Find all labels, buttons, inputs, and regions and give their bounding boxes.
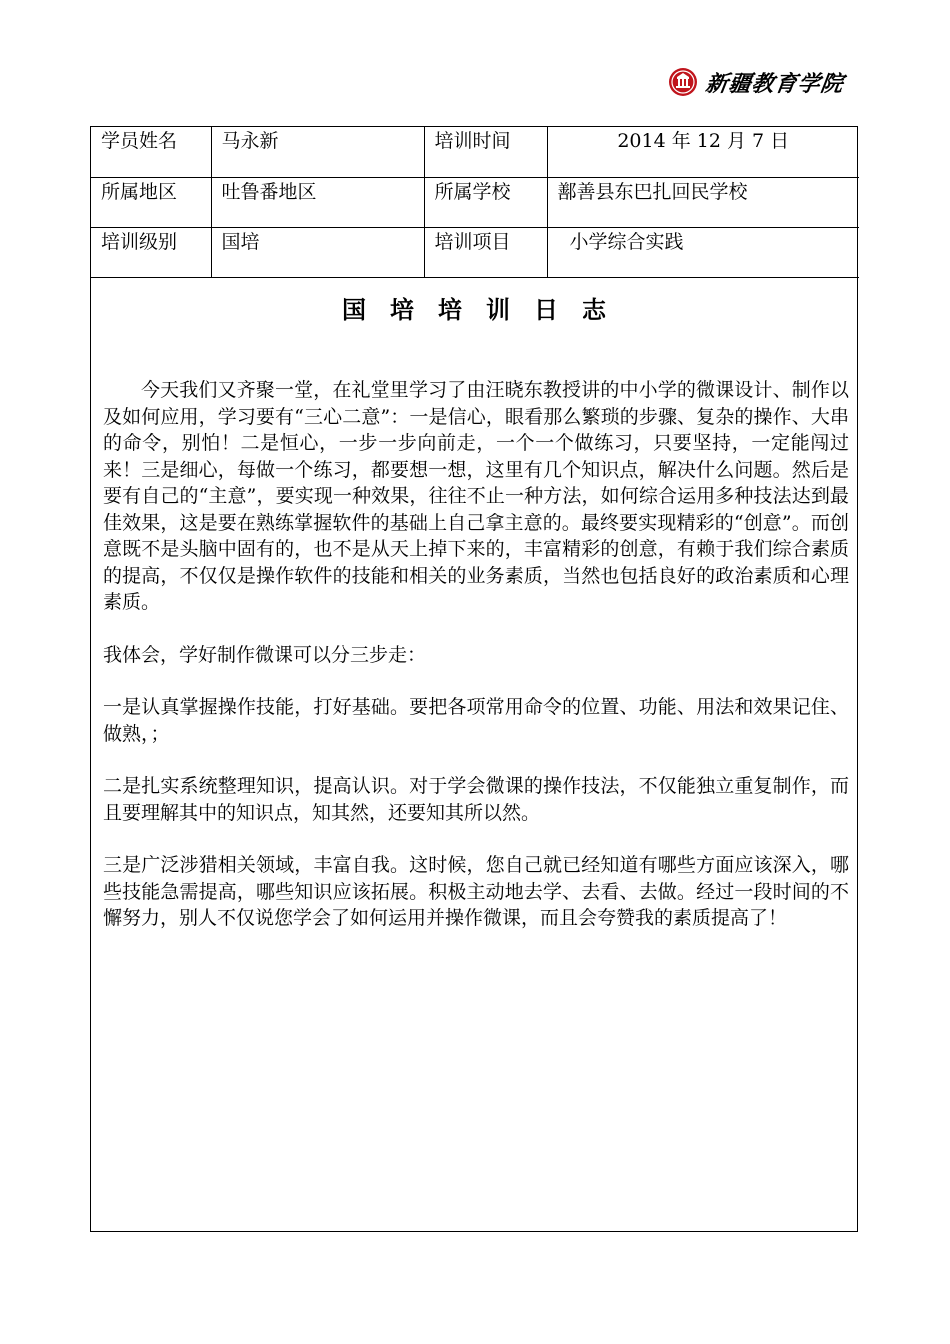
label-training-date: 培训时间	[424, 127, 547, 177]
title-char: 国	[342, 294, 366, 324]
value-training-level: 国培	[211, 227, 424, 277]
info-row-level-project	[91, 227, 859, 277]
value-training-project: 小学综合实践	[547, 227, 859, 277]
label-school: 所属学校	[424, 177, 547, 227]
title-char: 培	[390, 294, 414, 324]
log-paragraph: 我体会，学好制作微课可以分三步走：	[103, 643, 427, 666]
log-title	[91, 290, 857, 325]
value-school: 鄯善县东巴扎回民学校	[547, 177, 859, 227]
log-paragraph: 三是广泛涉猎相关领域，丰富自我。这时候，您自己就已经知道有哪些方面应该深入，哪些技能急需提高，哪些知识应该拓展。积极主动地去学、去看、去做。经过一段时间的不懈努力，别人不仅说您学会了如何运用并操作微课，而且会夸赞我的素质提高了！	[103, 854, 849, 929]
label-training-level: 培训级别	[91, 227, 211, 277]
trainee-info-table	[91, 127, 859, 278]
school-logo	[668, 66, 878, 98]
school-name-logo-text: 新疆教育学院	[703, 70, 846, 97]
log-paragraph: 一是认真掌握操作技能，打好基础。要把各项常用命令的位置、功能、用法和效果记住、做熟，；	[103, 696, 849, 745]
school-emblem-icon	[668, 67, 698, 97]
label-training-project: 培训项目	[424, 227, 547, 277]
label-trainee-name: 学员姓名	[91, 127, 211, 177]
label-region: 所属地区	[91, 177, 211, 227]
training-log-sheet	[90, 126, 858, 1232]
title-char: 训	[486, 294, 510, 324]
value-region: 吐鲁番地区	[211, 177, 424, 227]
title-char: 培	[438, 294, 462, 324]
log-body	[103, 377, 849, 958]
info-row-region-school	[91, 177, 859, 227]
value-training-date: 2014 年 12 月 7 日	[547, 127, 859, 177]
log-paragraph: 二是扎实系统整理知识，提高认识。对于学会微课的操作技法，不仅能独立重复制作，而且要理解其中的知识点，知其然，还要知其所以然。	[103, 775, 849, 824]
log-paragraph: 今天我们又齐聚一堂，在礼堂里学习了由汪晓东教授讲的中小学的微课设计、制作以及如何应用，学习要有“三心二意”：一是信心，眼看那么繁琐的步骤、复杂的操作、大串的命令，别怕！二是恒心，一步一步向前走，一个一个做练习，只要坚持，一定能闯过来！三是细心，每做一个练习，都要想一想，这里有几个知识点，解决什么问题。然后是要有自己的“主意”，要实现一种效果，往往不止一种方法，如何综合运用多种技法达到最佳效果，这是要在熟练掌握软件的基础上自己拿主意的。最终要实现精彩的“创意”。而创意既不是头脑中固有的，也不是从天上掉下来的，丰富精彩的创意，有赖于我们综合素质的提高，不仅仅是操作软件的技能和相关的业务素质，当然也包括良好的政治素质和心理素质。	[103, 379, 849, 613]
title-char: 日	[534, 294, 558, 324]
title-char: 志	[582, 294, 606, 324]
info-row-name-date	[91, 127, 859, 177]
value-trainee-name: 马永新	[211, 127, 424, 177]
